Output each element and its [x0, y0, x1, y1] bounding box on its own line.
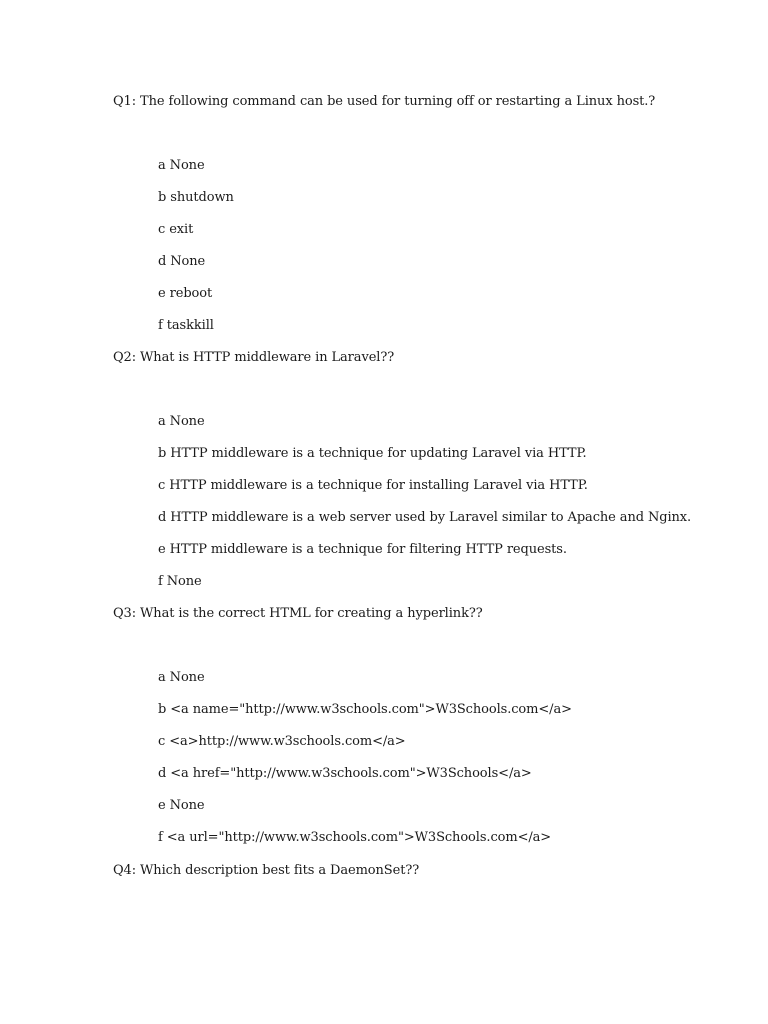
- question-2-option-e: e HTTP middleware is a technique for filtering HTTP requests.: [158, 542, 567, 557]
- question-1-option-a: a None: [158, 158, 205, 173]
- question-2: Q2: What is HTTP middleware in Laravel??: [113, 350, 395, 365]
- question-2-option-d: d HTTP middleware is a web server used by Laravel similar to Apache and Nginx.: [158, 510, 692, 525]
- question-2-option-c: c HTTP middleware is a technique for installing Laravel via HTTP.: [158, 478, 588, 493]
- question-1-option-c: c exit: [158, 222, 194, 237]
- question-1-option-d: d None: [158, 254, 206, 269]
- question-3-option-c: c <a>http://www.w3schools.com</a>: [158, 734, 406, 749]
- question-4: Q4: Which description best fits a DaemonSet??: [113, 863, 420, 878]
- question-3-option-e: e None: [158, 798, 205, 813]
- question-1-option-b: b shutdown: [158, 190, 234, 205]
- question-1-option-e: e reboot: [158, 286, 213, 301]
- question-3-option-f: f <a url="http://www.w3schools.com">W3Schools.com</a>: [158, 830, 552, 845]
- question-2-option-b: b HTTP middleware is a technique for updating Laravel via HTTP.: [158, 446, 587, 461]
- question-3-option-a: a None: [158, 670, 205, 685]
- question-1: Q1: The following command can be used for turning off or restarting a Linux host.?: [113, 94, 656, 109]
- question-3: Q3: What is the correct HTML for creating a hyperlink??: [113, 606, 483, 621]
- question-1-option-f: f taskkill: [158, 318, 214, 333]
- question-2-option-f: f None: [158, 574, 202, 589]
- question-2-option-a: a None: [158, 414, 205, 429]
- question-3-option-d: d <a href="http://www.w3schools.com">W3Schools</a>: [158, 766, 532, 781]
- question-3-option-b: b <a name="http://www.w3schools.com">W3Schools.com</a>: [158, 702, 572, 717]
